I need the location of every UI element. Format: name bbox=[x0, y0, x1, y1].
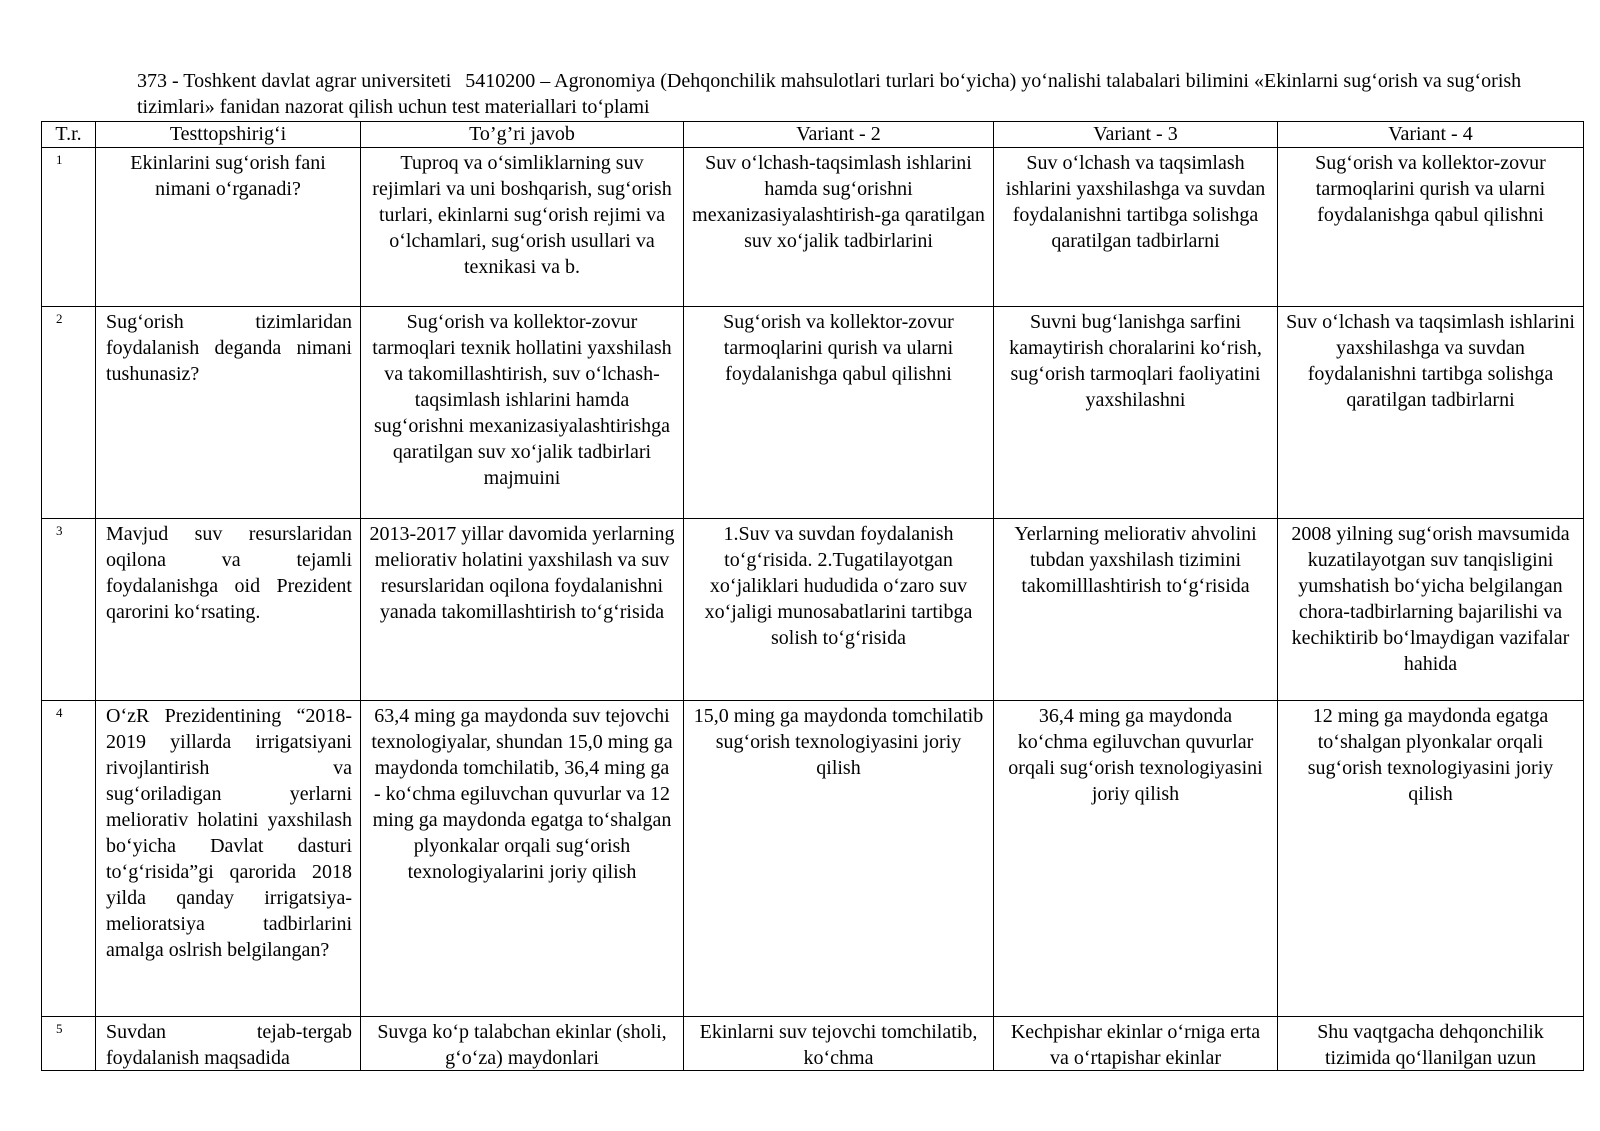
row-number: 5 bbox=[42, 1017, 96, 1071]
correct-answer-cell: Tuproq va oʻsimliklarning suv rejimlari va uni boshqarish, sugʻorish turlari, ekinlarni sugʻorish rejimi va oʻlchamlari, sugʻorish usullari va texnikasi va b. bbox=[361, 148, 684, 307]
variant-2-cell: 15,0 ming ga maydonda tomchilatib sugʻorish texnologiyasini joriy qilish bbox=[684, 701, 994, 1017]
question-cell: Mavjud suv resurslaridan oqilona va tejamli foydalanishga oid Prezident qarorini koʻrsating. bbox=[96, 519, 361, 701]
variant-2-cell: Suv oʻlchash-taqsimlash ishlarini hamda sugʻorishni mexanizasiyalashtirish-ga qaratilgan suv xoʻjalik tadbirlarini bbox=[684, 148, 994, 307]
variant-2-cell: Sugʻorish va kollektor-zovur tarmoqlarini qurish va ularni foydalanishga qabul qilishni bbox=[684, 307, 994, 519]
correct-answer-cell: Sugʻorish va kollektor-zovur tarmoqlari texnik hollatini yaxshilash va takomillashtirish, suv oʻlchash-taqsimlash ishlarini hamda sugʻorishni mexanizasiyalashtirishga qaratilgan suv xoʻjalik tadbirlari majmuini bbox=[361, 307, 684, 519]
document-title: 5410200 – Agronomiya (Dehqonchilik mahsulotlari turlari boʻyicha) yoʻnalishi talabalari bilimini «Ekinlarni sugʻorish va sugʻorish tizimlari» fanidan nazorat qilish uchun test materiallari toʻplami bbox=[137, 70, 1522, 118]
document-heading bbox=[137, 68, 1537, 120]
correct-answer-cell: 2013-2017 yillar davomida yerlarning meliorativ holatini yaxshilash va suv resurslaridan oqilona foydalanishni yanada takomillashtirish toʻgʻrisida bbox=[361, 519, 684, 701]
row-number: 1 bbox=[42, 148, 96, 307]
table-row bbox=[42, 1017, 1584, 1071]
variant-3-cell: Suvni bugʻlanishga sarfini kamaytirish choralarini koʻrish, sugʻorish tarmoqlari faoliyatini yaxshilashni bbox=[994, 307, 1278, 519]
variant-2-cell bbox=[684, 1017, 994, 1071]
correct-answer-cell: 63,4 ming ga maydonda suv tejovchi texnologiyalar, shundan 15,0 ming ga maydonda tomchilatib, 36,4 ming ga - koʻchma egiluvchan quvurlar va 12 ming ga maydonda egatga toʻshalgan plyonkalar orqali sugʻorish texnologiyalarini joriy qilish bbox=[361, 701, 684, 1017]
column-header-correct-answer: To’g’ri javob bbox=[361, 122, 684, 148]
table-row bbox=[42, 148, 1584, 307]
question-cell: Sugʻorish tizimlaridan foydalanish deganda nimani tushunasiz? bbox=[96, 307, 361, 519]
variant-3-cell: Suv oʻlchash va taqsimlash ishlarini yaxshilashga va suvdan foydalanishni tartibga solishga qaratilgan tadbirlarni bbox=[994, 148, 1278, 307]
table-row bbox=[42, 701, 1584, 1017]
variant-4-text: Shu vaqtgacha dehqonchilik tizimida qoʻllanilgan uzun bbox=[1317, 1021, 1544, 1069]
correct-answer-cell bbox=[361, 1017, 684, 1071]
question-cell: Ekinlarini sugʻorish fani nimani oʻrganadi? bbox=[96, 148, 361, 307]
row-number: 3 bbox=[42, 519, 96, 701]
variant-4-cell: 2008 yilning sugʻorish mavsumida kuzatilayotgan suv tanqisligini yumshatish boʻyicha belgilangan chora-tadbirlarning bajarilishi va kechiktirib boʻlmaydigan vazifalar hahida bbox=[1278, 519, 1584, 701]
variant-3-text: Kechpishar ekinlar oʻrniga erta va oʻrtapishar ekinlar bbox=[1010, 1021, 1261, 1069]
row-number: 2 bbox=[42, 307, 96, 519]
column-header-number: T.r. bbox=[42, 122, 96, 148]
table-header-row bbox=[42, 122, 1584, 148]
column-header-variant-4: Variant - 4 bbox=[1278, 122, 1584, 148]
variant-3-cell: Yerlarning meliorativ ahvolini tubdan yaxshilash tizimini takomilllashtirish toʻgʻrisida bbox=[994, 519, 1278, 701]
variant-3-cell: 36,4 ming ga maydonda koʻchma egiluvchan quvurlar orqali sugʻorish texnologiyasini joriy qilish bbox=[994, 701, 1278, 1017]
university-name: 373 - Toshkent davlat agrar universiteti bbox=[137, 70, 452, 92]
table-row bbox=[42, 307, 1584, 519]
test-table bbox=[41, 121, 1584, 1071]
variant-4-cell: Suv oʻlchash va taqsimlash ishlarini yaxshilashga va suvdan foydalanishni tartibga solishga qaratilgan tadbirlarni bbox=[1278, 307, 1584, 519]
variant-3-cell bbox=[994, 1017, 1278, 1071]
question-text: Suvdan tejab-tergab foydalanish maqsadida bbox=[106, 1021, 352, 1069]
column-header-variant-3: Variant - 3 bbox=[994, 122, 1278, 148]
variant-4-cell bbox=[1278, 1017, 1584, 1071]
variant-2-cell: 1.Suv va suvdan foydalanish toʻgʻrisida. 2.Tugatilayotgan xoʻjaliklari hududida oʻzaro suv xoʻjaligi munosabatlarini tartibga solish toʻgʻrisida bbox=[684, 519, 994, 701]
correct-answer-text: Suvga koʻp talabchan ekinlar (sholi, gʻoʻza) maydonlari bbox=[377, 1021, 667, 1069]
question-cell bbox=[96, 1017, 361, 1071]
row-number: 4 bbox=[42, 701, 96, 1017]
variant-4-cell: 12 ming ga maydonda egatga toʻshalgan plyonkalar orqali sugʻorish texnologiyasini joriy qilish bbox=[1278, 701, 1584, 1017]
question-cell: OʻzR Prezidentining “2018-2019 yillarda irrigatsiyani rivojlantirish va sugʻoriladigan yerlarni meliorativ holatini yaxshilash boʻyicha Davlat dasturi toʻgʻrisida”gi qarorida 2018 yilda qanday irrigatsiya-melioratsiya tadbirlarini amalga oslrish belgilangan? bbox=[96, 701, 361, 1017]
variant-4-cell: Sugʻorish va kollektor-zovur tarmoqlarini qurish va ularni foydalanishga qabul qilishni bbox=[1278, 148, 1584, 307]
column-header-variant-2: Variant - 2 bbox=[684, 122, 994, 148]
variant-2-text: Ekinlarni suv tejovchi tomchilatib, koʻchma bbox=[699, 1021, 978, 1069]
column-header-question: Testtopshirigʻi bbox=[96, 122, 361, 148]
table-row bbox=[42, 519, 1584, 701]
